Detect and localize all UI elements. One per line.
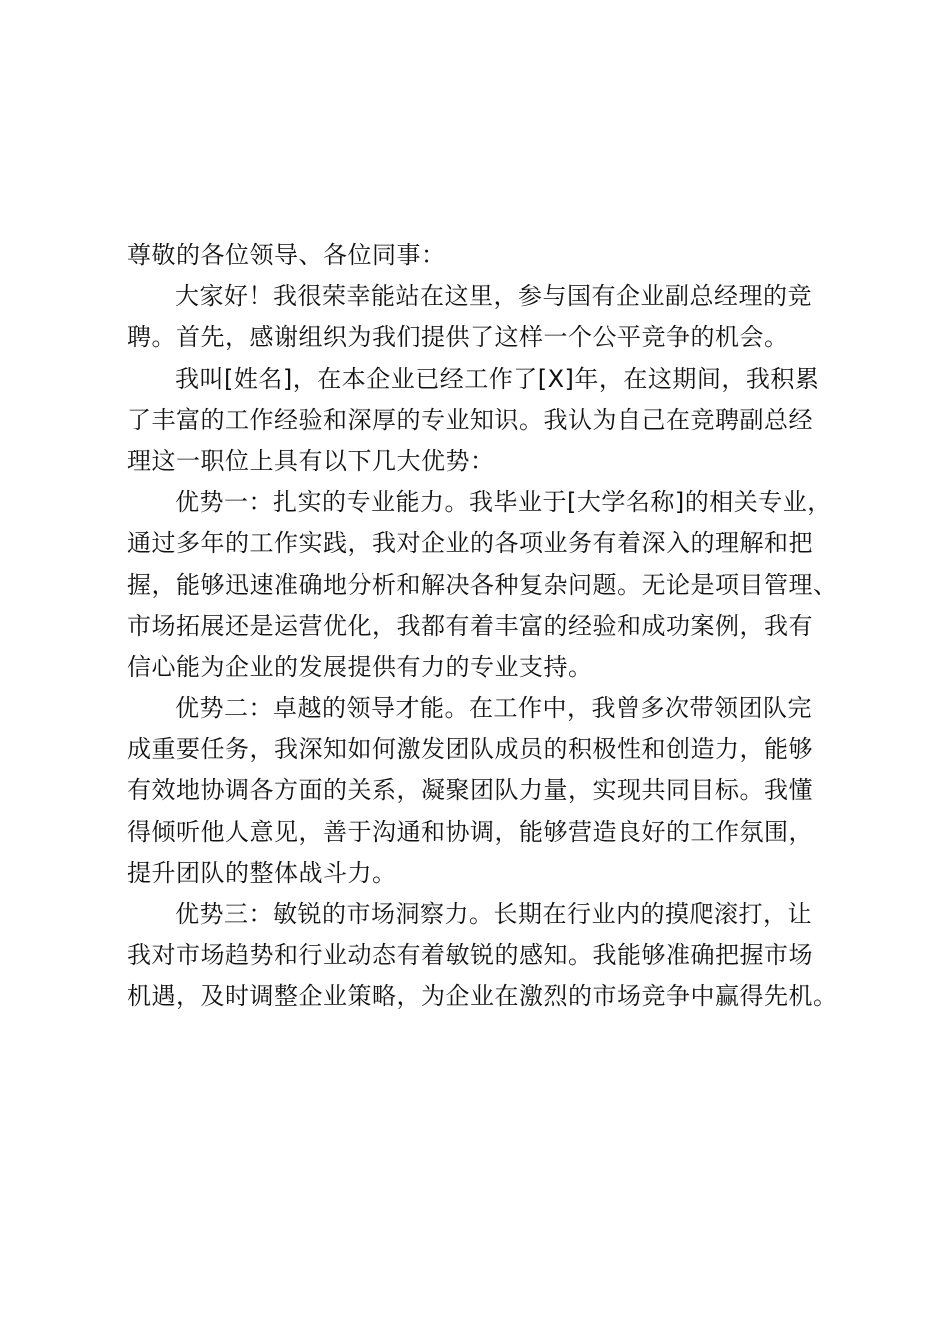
paragraph-line: 通过多年的工作实践，我对企业的各项业务有着深入的理解和把: [127, 529, 813, 558]
paragraph-line: 优势一：扎实的专业能力。我毕业于[大学名称]的相关专业，: [175, 488, 832, 517]
paragraph-line: 理这一职位上具有以下几大优势：: [127, 446, 495, 475]
paragraph-line: 成重要任务，我深知如何激发团队成员的积极性和创造力，能够: [127, 735, 813, 764]
paragraph-line: 优势三：敏锐的市场洞察力。长期在行业内的摸爬滚打，让: [175, 900, 812, 928]
paragraph-line: 信心能为企业的发展提供有力的专业支持。: [127, 652, 593, 681]
paragraph-line: 机遇，及时调整企业策略，为企业在激烈的市场竞争中赢得先机。: [127, 982, 838, 1011]
speech-body: [127, 235, 847, 1018]
paragraph-line: 市场拓展还是运营优化，我都有着丰富的经验和成功案例，我有: [127, 611, 813, 640]
paragraph-line: 优势二：卓越的领导才能。在工作中，我曾多次带领团队完: [175, 694, 812, 723]
paragraph-line: 握，能够迅速准确地分析和解决各种复杂问题。无论是项目管理、: [127, 570, 838, 599]
paragraph-line: 得倾听他人意见，善于沟通和协调，能够营造良好的工作氛围，: [127, 817, 813, 846]
paragraph-line: 我叫[姓名]，在本企业已经工作了[X]年，在这期间，我积累: [175, 364, 820, 393]
paragraph-line: 提升团队的整体战斗力。: [127, 858, 397, 887]
paragraph-line: 聘。首先，感谢组织为我们提供了这样一个公平竞争的机会。: [127, 323, 789, 352]
paragraph-line: 了丰富的工作经验和深厚的专业知识。我认为自己在竞聘副总经: [127, 405, 813, 434]
paragraph-line: 有效地协调各方面的关系，凝聚团队力量，实现共同目标。我懂: [127, 776, 813, 805]
salutation-line: 尊敬的各位领导、各位同事：: [127, 241, 446, 269]
paragraph-line: 大家好！我很荣幸能站在这里，参与国有企业副总经理的竞: [175, 282, 812, 311]
paragraph-line: 我对市场趋势和行业动态有着敏锐的感知。我能够准确把握市场: [127, 941, 813, 970]
